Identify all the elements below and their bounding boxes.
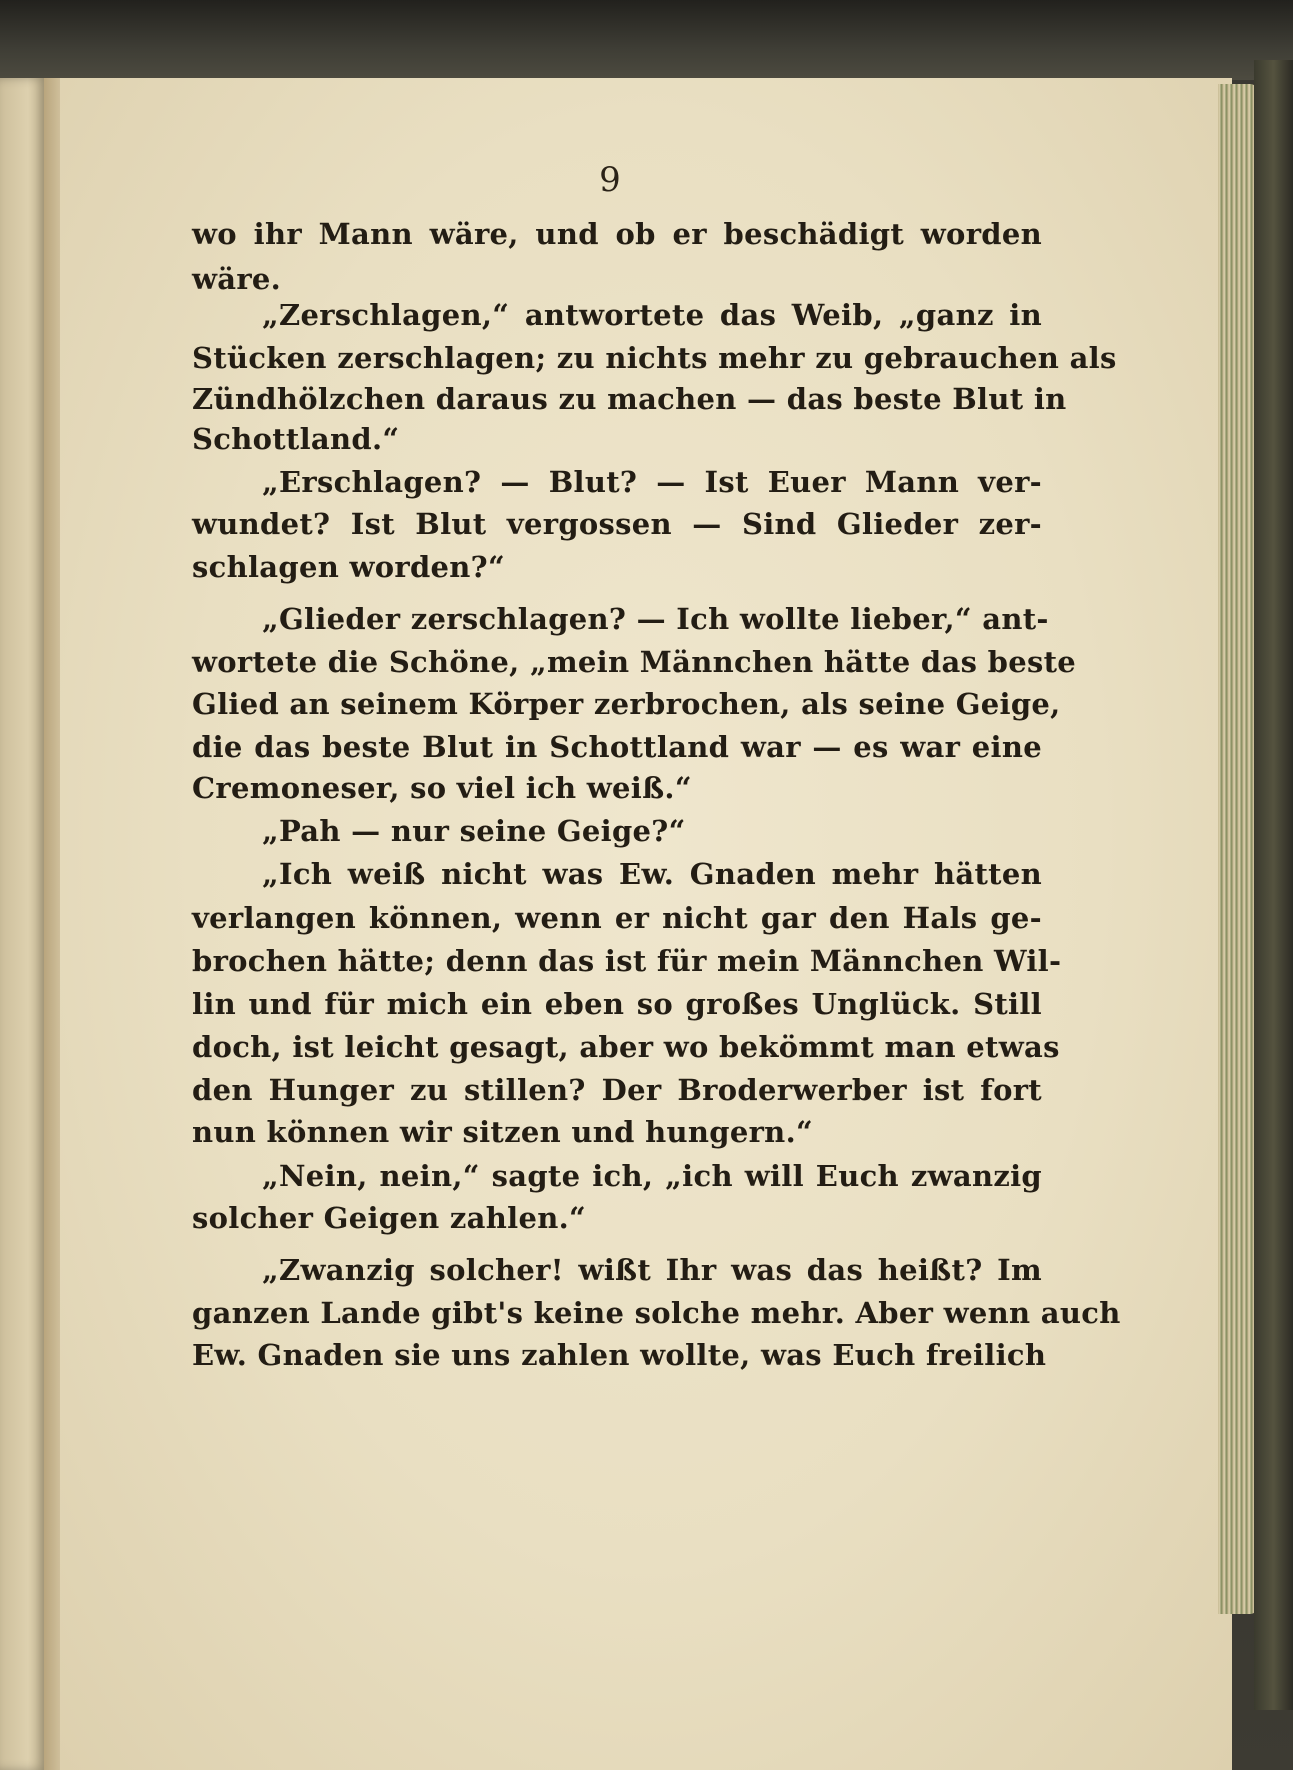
text-line: Schottland.“ <box>192 422 400 456</box>
text-line: wundet? Ist Blut vergossen — Sind Glieder zer- <box>192 507 1042 541</box>
left-page-edge <box>0 78 46 1770</box>
text-line: Cremoneser, so viel ich weiß.“ <box>192 771 692 805</box>
text-line: „Zerschlagen,“ antwortete das Weib, „ganz in <box>262 298 1042 332</box>
text-line: Zündhölzchen daraus zu machen — das beste Blut in <box>192 382 1067 416</box>
text-line: Glied an seinem Körper zerbrochen, als seine Geige, <box>192 687 1061 721</box>
text-line: „Zwanzig solcher! wißt Ihr was das heißt? Im <box>262 1253 1042 1287</box>
text-line: „Erschlagen? — Blut? — Ist Euer Mann ver- <box>262 465 1042 499</box>
text-line: „Ich weiß nicht was Ew. Gnaden mehr hätten <box>262 857 1042 891</box>
text-line: „Nein, nein,“ sagte ich, „ich will Euch zwanzig <box>262 1159 1042 1193</box>
text-line: die das beste Blut in Schottland war — es war eine <box>192 730 1042 764</box>
text-line: lin und für mich ein eben so großes Unglück. Still <box>192 987 1042 1021</box>
text-line: brochen hätte; denn das ist für mein Männchen Wil- <box>192 944 1062 978</box>
text-line: den Hunger zu stillen? Der Broderwerber ist fort <box>192 1073 1042 1107</box>
text-line: doch, ist leicht gesagt, aber wo bekömmt man etwas <box>192 1030 1060 1064</box>
text-line: ganzen Lande gibt's keine solche mehr. Aber wenn auch <box>192 1296 1121 1330</box>
text-line: schlagen worden?“ <box>192 550 505 584</box>
text-line: verlangen können, wenn er nicht gar den Hals ge- <box>192 901 1042 935</box>
text-line: Stücken zerschlagen; zu nichts mehr zu gebrauchen als <box>192 341 1117 375</box>
text-line: wortete die Schöne, „mein Männchen hätte das beste <box>192 645 1077 679</box>
text-line: Ew. Gnaden sie uns zahlen wollte, was Euch freilich <box>192 1338 1047 1372</box>
book-cover-top <box>0 0 1293 80</box>
page-number: 9 <box>599 160 621 200</box>
text-line: „Pah — nur seine Geige?“ <box>262 814 686 848</box>
text-line: wo ihr Mann wäre, und ob er beschädigt worden <box>192 217 1042 251</box>
book-cover-side <box>1254 60 1293 1710</box>
text-line: solcher Geigen zahlen.“ <box>192 1201 586 1235</box>
text-line: nun können wir sitzen und hungern.“ <box>192 1115 813 1149</box>
page-edges <box>1218 84 1258 1614</box>
text-line: wäre. <box>192 262 282 296</box>
text-line: „Glieder zerschlagen? — Ich wollte lieber,“ ant- <box>262 602 1049 636</box>
